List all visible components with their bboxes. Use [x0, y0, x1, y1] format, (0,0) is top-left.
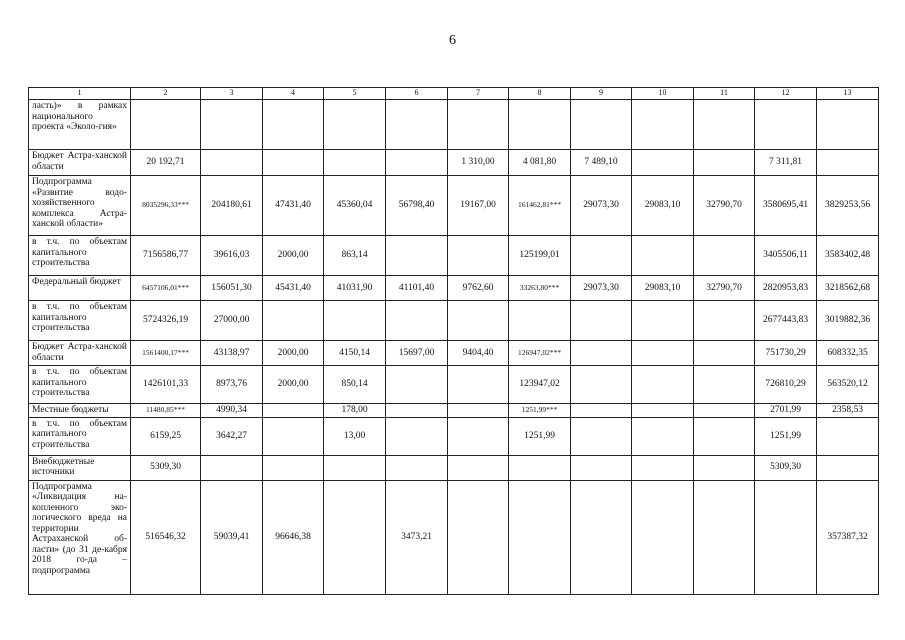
value-cell: [632, 366, 694, 404]
value-cell: 20 192,71: [131, 150, 201, 176]
value-cell: [632, 341, 694, 366]
table-row: [29, 341, 879, 366]
value-cell: 125199,01: [509, 236, 571, 276]
value-cell: 41101,40: [386, 276, 448, 301]
row-label-cell: Местные бюджеты: [29, 404, 131, 418]
value-cell: 8035296,33***: [131, 176, 201, 236]
row-label-cell: Подпрограмма «Развитие водо-хозяйственного комплекса Астра-ханской области»: [29, 176, 131, 236]
value-cell: [509, 301, 571, 341]
value-cell: 516546,32: [131, 480, 201, 594]
value-cell: 41031,90: [324, 276, 386, 301]
value-cell: [201, 455, 263, 480]
value-cell: 178,00: [324, 404, 386, 418]
value-cell: [201, 150, 263, 176]
value-cell: [632, 301, 694, 341]
value-cell: 2677443,83: [755, 301, 817, 341]
value-cell: [201, 100, 263, 150]
value-cell: 7 489,10: [571, 150, 632, 176]
row-label-cell: Бюджет Астра-ханской области: [29, 150, 131, 176]
value-cell: [386, 301, 448, 341]
column-header: 2: [131, 88, 201, 100]
value-cell: 7 311,81: [755, 150, 817, 176]
value-cell: [632, 150, 694, 176]
table-row: [29, 100, 879, 150]
value-cell: [571, 301, 632, 341]
table-row: [29, 366, 879, 404]
value-cell: [694, 100, 755, 150]
value-cell: [386, 417, 448, 455]
budget-table: [28, 87, 879, 595]
value-cell: [694, 480, 755, 594]
column-header: 12: [755, 88, 817, 100]
column-header: 8: [509, 88, 571, 100]
value-cell: 8973,76: [201, 366, 263, 404]
value-cell: 2820953,83: [755, 276, 817, 301]
value-cell: 2000,00: [263, 341, 324, 366]
value-cell: [324, 455, 386, 480]
value-cell: 3642,27: [201, 417, 263, 455]
value-cell: [448, 236, 509, 276]
value-cell: [694, 236, 755, 276]
value-cell: [755, 480, 817, 594]
value-cell: [263, 404, 324, 418]
value-cell: 2358,53: [817, 404, 879, 418]
value-cell: 2000,00: [263, 366, 324, 404]
value-cell: 7156586,77: [131, 236, 201, 276]
value-cell: 29083,10: [632, 176, 694, 236]
value-cell: [509, 480, 571, 594]
value-cell: 47431,40: [263, 176, 324, 236]
column-header: 4: [263, 88, 324, 100]
value-cell: [817, 150, 879, 176]
value-cell: [632, 480, 694, 594]
value-cell: 3405506,11: [755, 236, 817, 276]
table-row: [29, 276, 879, 301]
value-cell: 863,14: [324, 236, 386, 276]
value-cell: 204180,61: [201, 176, 263, 236]
value-cell: [571, 366, 632, 404]
value-cell: [324, 480, 386, 594]
value-cell: [448, 100, 509, 150]
table-row: [29, 236, 879, 276]
value-cell: [509, 455, 571, 480]
value-cell: 13,00: [324, 417, 386, 455]
table-row: [29, 455, 879, 480]
value-cell: [694, 417, 755, 455]
value-cell: [571, 236, 632, 276]
value-cell: 33263,80***: [509, 276, 571, 301]
value-cell: 6457106,01***: [131, 276, 201, 301]
value-cell: 56798,40: [386, 176, 448, 236]
value-cell: [263, 100, 324, 150]
value-cell: [131, 100, 201, 150]
value-cell: 608332,35: [817, 341, 879, 366]
value-cell: 156051,30: [201, 276, 263, 301]
value-cell: 3019882,36: [817, 301, 879, 341]
value-cell: [694, 150, 755, 176]
table-row: [29, 404, 879, 418]
value-cell: [448, 480, 509, 594]
value-cell: 1251,99: [755, 417, 817, 455]
row-label-cell: Федеральный бюджет: [29, 276, 131, 301]
value-cell: 4150,14: [324, 341, 386, 366]
value-cell: 2701,99: [755, 404, 817, 418]
column-header: 1: [29, 88, 131, 100]
value-cell: [263, 150, 324, 176]
value-cell: 15697,00: [386, 341, 448, 366]
row-label-cell: Подпрограмма «Ликвидация на-копленного эко-логического вреда на территории Астраханской об-ласти» (до 31 де-кабря 2018 го-да – подпрограмма: [29, 480, 131, 594]
value-cell: 123947,02: [509, 366, 571, 404]
value-cell: 2000,00: [263, 236, 324, 276]
value-cell: [386, 366, 448, 404]
value-cell: 1251,99: [509, 417, 571, 455]
value-cell: 3473,21: [386, 480, 448, 594]
value-cell: [263, 455, 324, 480]
column-header: 9: [571, 88, 632, 100]
value-cell: [448, 404, 509, 418]
value-cell: [448, 417, 509, 455]
value-cell: [571, 417, 632, 455]
value-cell: 4 081,80: [509, 150, 571, 176]
value-cell: 11480,85***: [131, 404, 201, 418]
value-cell: 5724326,19: [131, 301, 201, 341]
table-row: [29, 480, 879, 594]
value-cell: [448, 366, 509, 404]
value-cell: 96646,38: [263, 480, 324, 594]
row-label-cell: в т.ч. по объектам капитального строительства: [29, 366, 131, 404]
value-cell: [817, 417, 879, 455]
page-number: 6: [449, 33, 456, 48]
value-cell: [755, 100, 817, 150]
value-cell: 3580695,41: [755, 176, 817, 236]
value-cell: [694, 366, 755, 404]
value-cell: [324, 301, 386, 341]
table-row: [29, 417, 879, 455]
value-cell: 3829253,56: [817, 176, 879, 236]
value-cell: [694, 404, 755, 418]
value-cell: [263, 301, 324, 341]
column-header: 11: [694, 88, 755, 100]
column-header: 5: [324, 88, 386, 100]
value-cell: [571, 100, 632, 150]
value-cell: [386, 150, 448, 176]
value-cell: 45360,04: [324, 176, 386, 236]
value-cell: 1426101,33: [131, 366, 201, 404]
value-cell: 32790,70: [694, 176, 755, 236]
row-label-cell: в т.ч. по объектам капитального строительства: [29, 301, 131, 341]
value-cell: [632, 236, 694, 276]
value-cell: 357387,32: [817, 480, 879, 594]
value-cell: 850,14: [324, 366, 386, 404]
value-cell: 29073,30: [571, 176, 632, 236]
value-cell: [386, 404, 448, 418]
row-label-cell: ласть)» в рамках национального проекта «Эколо-гия»: [29, 100, 131, 150]
value-cell: 5309,30: [755, 455, 817, 480]
value-cell: [632, 100, 694, 150]
value-cell: [694, 341, 755, 366]
value-cell: 726810,29: [755, 366, 817, 404]
value-cell: 59039,41: [201, 480, 263, 594]
value-cell: [509, 100, 571, 150]
column-header: 6: [386, 88, 448, 100]
value-cell: [448, 455, 509, 480]
row-label-cell: в т.ч. по объектам капитального строительства: [29, 236, 131, 276]
table-row: [29, 150, 879, 176]
value-cell: [386, 455, 448, 480]
value-cell: 3583402,48: [817, 236, 879, 276]
value-cell: 32790,70: [694, 276, 755, 301]
value-cell: [571, 455, 632, 480]
value-cell: 6159,25: [131, 417, 201, 455]
value-cell: 19167,00: [448, 176, 509, 236]
value-cell: 29083,10: [632, 276, 694, 301]
value-cell: 27000,00: [201, 301, 263, 341]
header-row: [29, 88, 879, 100]
row-label-cell: в т.ч. по объектам капитального строительства: [29, 417, 131, 455]
value-cell: 126947,02***: [509, 341, 571, 366]
column-header: 13: [817, 88, 879, 100]
value-cell: 563520,12: [817, 366, 879, 404]
value-cell: [324, 100, 386, 150]
value-cell: [386, 236, 448, 276]
value-cell: [817, 455, 879, 480]
value-cell: [571, 480, 632, 594]
table-row: [29, 301, 879, 341]
value-cell: [386, 100, 448, 150]
value-cell: [263, 417, 324, 455]
value-cell: 1 310,00: [448, 150, 509, 176]
value-cell: 9404,40: [448, 341, 509, 366]
column-header: 10: [632, 88, 694, 100]
value-cell: [324, 150, 386, 176]
value-cell: 43138,97: [201, 341, 263, 366]
value-cell: 39616,03: [201, 236, 263, 276]
value-cell: 29073,30: [571, 276, 632, 301]
value-cell: [571, 341, 632, 366]
column-header: 7: [448, 88, 509, 100]
value-cell: [632, 455, 694, 480]
value-cell: 1561400,17***: [131, 341, 201, 366]
row-label-cell: Внебюджетные источники: [29, 455, 131, 480]
column-header: 3: [201, 88, 263, 100]
value-cell: [694, 455, 755, 480]
value-cell: [632, 404, 694, 418]
value-cell: [694, 301, 755, 341]
value-cell: 161462,81***: [509, 176, 571, 236]
value-cell: [571, 404, 632, 418]
value-cell: 9762,60: [448, 276, 509, 301]
value-cell: 3218562,68: [817, 276, 879, 301]
value-cell: 45431,40: [263, 276, 324, 301]
value-cell: 5309,30: [131, 455, 201, 480]
value-cell: 4990,34: [201, 404, 263, 418]
table-row: [29, 176, 879, 236]
value-cell: [448, 301, 509, 341]
value-cell: [817, 100, 879, 150]
value-cell: 1251,99***: [509, 404, 571, 418]
row-label-cell: Бюджет Астра-ханской области: [29, 341, 131, 366]
value-cell: [632, 417, 694, 455]
value-cell: 751730,29: [755, 341, 817, 366]
